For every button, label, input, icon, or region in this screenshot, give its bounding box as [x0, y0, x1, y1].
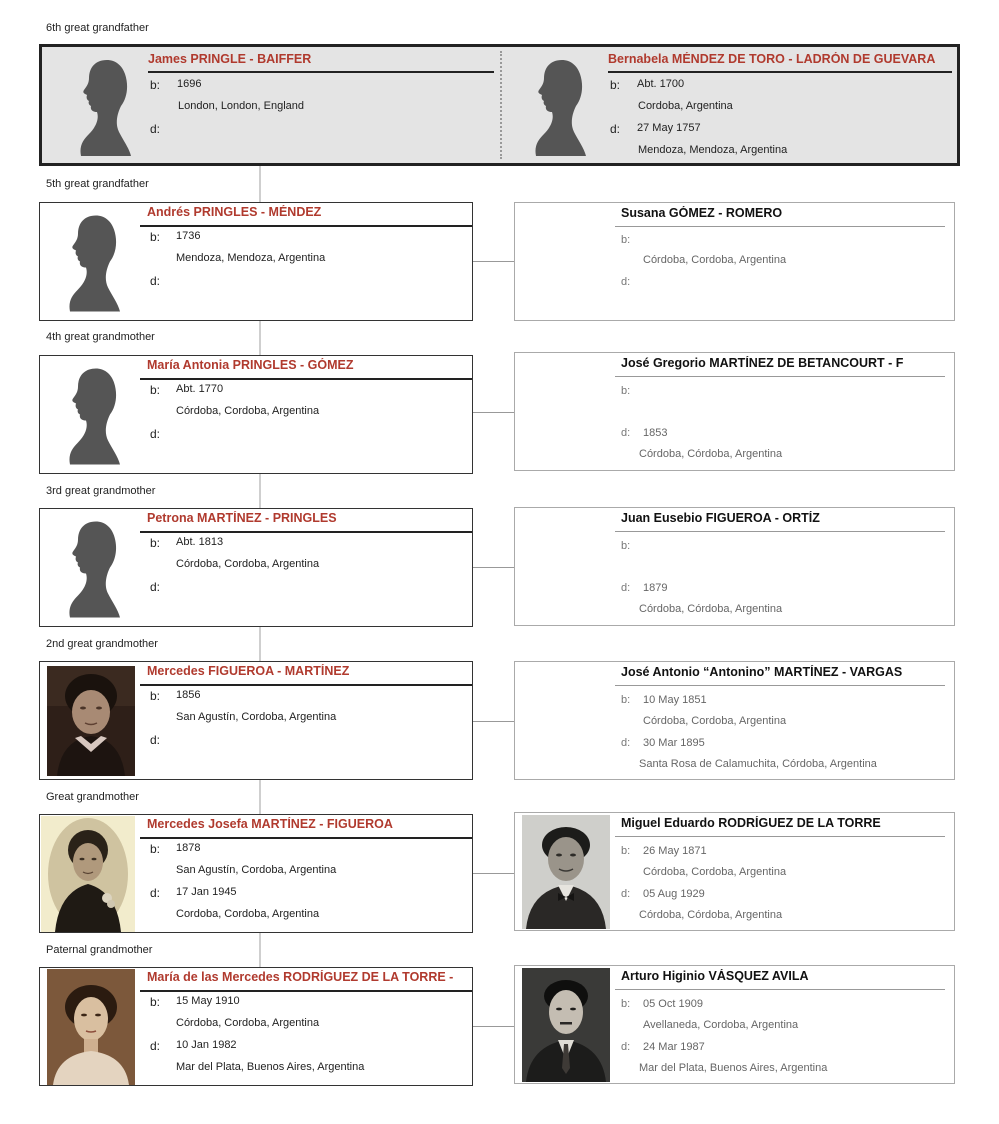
spouse-connector — [473, 412, 514, 413]
name-underline — [140, 225, 472, 227]
person-card[interactable] — [39, 967, 473, 1086]
death-place: Córdoba, Córdoba, Argentina — [639, 909, 783, 921]
birth-label: b: — [621, 845, 631, 857]
spouse-card[interactable] — [514, 965, 955, 1084]
top-couple-card[interactable] — [39, 44, 960, 166]
death-label: d: — [150, 427, 161, 441]
birth-label: b: — [621, 385, 631, 397]
name-underline — [615, 226, 945, 227]
spouse-connector — [473, 1026, 514, 1027]
generation-label: 3rd great grandmother — [46, 485, 156, 497]
birth-place: San Agustín, Cordoba, Argentina — [176, 864, 337, 876]
death-place: Santa Rosa de Calamuchita, Córdoba, Argentina — [639, 758, 877, 770]
person-name[interactable]: José Gregorio MARTÍNEZ DE BETANCOURT - F — [621, 356, 904, 370]
death-date: 17 Jan 1945 — [176, 886, 237, 898]
name-underline — [140, 990, 472, 992]
couple-divider — [500, 51, 502, 159]
lineage-connector — [259, 166, 261, 202]
lineage-connector — [259, 321, 261, 355]
death-label: d: — [150, 886, 161, 900]
lineage-connector — [259, 627, 261, 661]
birth-date: 15 May 1910 — [176, 995, 240, 1007]
generation-label: 2nd great grandmother — [46, 638, 158, 650]
generation-label: 5th great grandfather — [46, 178, 149, 190]
death-label: d: — [150, 1039, 161, 1053]
birth-place: Mendoza, Mendoza, Argentina — [176, 252, 326, 264]
birth-date: 1736 — [176, 230, 201, 242]
lineage-connector — [259, 780, 261, 814]
death-place: Mar del Plata, Buenos Aires, Argentina — [639, 1062, 828, 1074]
death-label: d: — [621, 888, 631, 900]
death-date: 30 Mar 1895 — [643, 737, 705, 749]
death-label: d: — [150, 122, 161, 136]
person-name[interactable]: Susana GÓMEZ - ROMERO — [621, 206, 783, 220]
birth-label: b: — [621, 694, 631, 706]
death-label: d: — [621, 427, 631, 439]
spouse-connector — [473, 261, 514, 262]
death-label: d: — [621, 276, 631, 288]
name-underline — [140, 837, 472, 839]
death-place: Mar del Plata, Buenos Aires, Argentina — [176, 1061, 365, 1073]
person-name[interactable]: María Antonia PRINGLES - GÓMEZ — [147, 358, 354, 372]
death-place: Cordoba, Cordoba, Argentina — [176, 908, 320, 920]
birth-label: b: — [150, 536, 161, 550]
person-card[interactable] — [39, 202, 473, 321]
person-card[interactable] — [39, 661, 473, 780]
death-label: d: — [150, 580, 161, 594]
birth-place: Avellaneda, Cordoba, Argentina — [643, 1019, 799, 1031]
name-underline — [615, 989, 945, 990]
person-name[interactable]: José Antonio “Antonino” MARTÍNEZ - VARGAS — [621, 665, 903, 679]
death-date: 1853 — [643, 427, 668, 439]
birth-place: Córdoba, Cordoba, Argentina — [176, 1017, 320, 1029]
birth-place: London, London, England — [178, 100, 305, 112]
death-label: d: — [610, 122, 621, 136]
generation-label: 4th great grandmother — [46, 331, 155, 343]
death-date: 1879 — [643, 582, 668, 594]
birth-date: 05 Oct 1909 — [643, 998, 703, 1010]
person-name[interactable]: Juan Eusebio FIGUEROA - ORTÍZ — [621, 511, 820, 525]
portrait-photo — [522, 968, 610, 1082]
person-name[interactable]: James PRINGLE - BAIFFER — [148, 52, 312, 66]
name-underline — [140, 684, 472, 686]
birth-date: 1878 — [176, 842, 201, 854]
portrait-photo — [41, 816, 135, 932]
lineage-connector — [259, 474, 261, 508]
person-card[interactable] — [39, 508, 473, 627]
death-label: d: — [150, 733, 161, 747]
birth-date: 26 May 1871 — [643, 845, 707, 857]
birth-label: b: — [150, 230, 161, 244]
spouse-card[interactable] — [514, 812, 955, 931]
generation-label: Paternal grandmother — [46, 944, 153, 956]
silhouette-icon — [58, 362, 128, 467]
generation-label: 6th great grandfather — [46, 22, 149, 34]
birth-label: b: — [621, 540, 631, 552]
death-label: d: — [621, 737, 631, 749]
death-date: 27 May 1757 — [637, 122, 701, 134]
birth-date: Abt. 1813 — [176, 536, 224, 548]
birth-place: San Agustín, Cordoba, Argentina — [176, 711, 337, 723]
person-card[interactable] — [39, 814, 473, 933]
person-name[interactable]: Bernabela MÉNDEZ DE TORO - LADRÓN DE GUEVARA — [608, 52, 936, 66]
birth-date: 10 May 1851 — [643, 694, 707, 706]
name-underline — [608, 71, 952, 73]
portrait-photo — [522, 815, 610, 929]
birth-label: b: — [621, 998, 631, 1010]
birth-place: Córdoba, Cordoba, Argentina — [176, 558, 320, 570]
birth-date: 1856 — [176, 689, 201, 701]
death-label: d: — [621, 582, 631, 594]
spouse-card[interactable] — [514, 202, 955, 321]
name-underline — [140, 531, 472, 533]
birth-place: Córdoba, Cordoba, Argentina — [176, 405, 320, 417]
birth-label: b: — [610, 78, 621, 92]
name-underline — [140, 378, 472, 380]
portrait-photo — [47, 666, 135, 776]
silhouette-icon — [58, 515, 128, 620]
name-underline — [615, 685, 945, 686]
silhouette-icon — [58, 209, 128, 314]
birth-place: Cordoba, Argentina — [638, 100, 733, 112]
spouse-connector — [473, 567, 514, 568]
birth-place: Córdoba, Cordoba, Argentina — [643, 866, 787, 878]
birth-label: b: — [150, 842, 161, 856]
death-label: d: — [621, 1041, 631, 1053]
portrait-photo — [47, 969, 135, 1085]
name-underline — [615, 531, 945, 532]
person-name[interactable]: Andrés PRINGLES - MÉNDEZ — [147, 205, 322, 219]
spouse-connector — [473, 721, 514, 722]
name-underline — [615, 836, 945, 837]
lineage-connector — [259, 933, 261, 967]
silhouette-icon — [69, 51, 139, 161]
birth-date: Abt. 1700 — [637, 78, 685, 90]
person-card[interactable] — [39, 355, 473, 474]
birth-label: b: — [150, 78, 161, 92]
birth-place: Córdoba, Cordoba, Argentina — [643, 715, 787, 727]
silhouette-icon — [524, 51, 594, 161]
birth-date: 1696 — [177, 78, 202, 90]
name-underline — [148, 71, 494, 73]
spouse-card[interactable] — [514, 507, 955, 626]
person-name[interactable]: Miguel Eduardo RODRÍGUEZ DE LA TORRE — [621, 816, 881, 830]
birth-label: b: — [150, 995, 161, 1009]
generation-label: Great grandmother — [46, 791, 139, 803]
death-date: 24 Mar 1987 — [643, 1041, 705, 1053]
person-name[interactable]: Arturo Higinio VÁSQUEZ AVILA — [621, 969, 809, 983]
birth-label: b: — [150, 383, 161, 397]
birth-label: b: — [621, 234, 631, 246]
person-name[interactable]: Mercedes Josefa MARTÍNEZ - FIGUEROA — [147, 817, 393, 831]
death-date: 10 Jan 1982 — [176, 1039, 237, 1051]
death-date: 05 Aug 1929 — [643, 888, 705, 900]
death-place: Córdoba, Córdoba, Argentina — [639, 448, 783, 460]
person-name[interactable]: María de las Mercedes RODRÍGUEZ DE LA TORRE - — [147, 970, 454, 984]
birth-place: Córdoba, Cordoba, Argentina — [643, 254, 787, 266]
name-underline — [615, 376, 945, 377]
death-label: d: — [150, 274, 161, 288]
birth-date: Abt. 1770 — [176, 383, 224, 395]
spouse-connector — [473, 873, 514, 874]
spouse-card[interactable] — [514, 352, 955, 471]
person-name[interactable]: Petrona MARTÍNEZ - PRINGLES — [147, 511, 337, 525]
death-place: Mendoza, Mendoza, Argentina — [638, 144, 788, 156]
spouse-card[interactable] — [514, 661, 955, 780]
birth-label: b: — [150, 689, 161, 703]
person-name[interactable]: Mercedes FIGUEROA - MARTÍNEZ — [147, 664, 350, 678]
death-place: Córdoba, Córdoba, Argentina — [639, 603, 783, 615]
